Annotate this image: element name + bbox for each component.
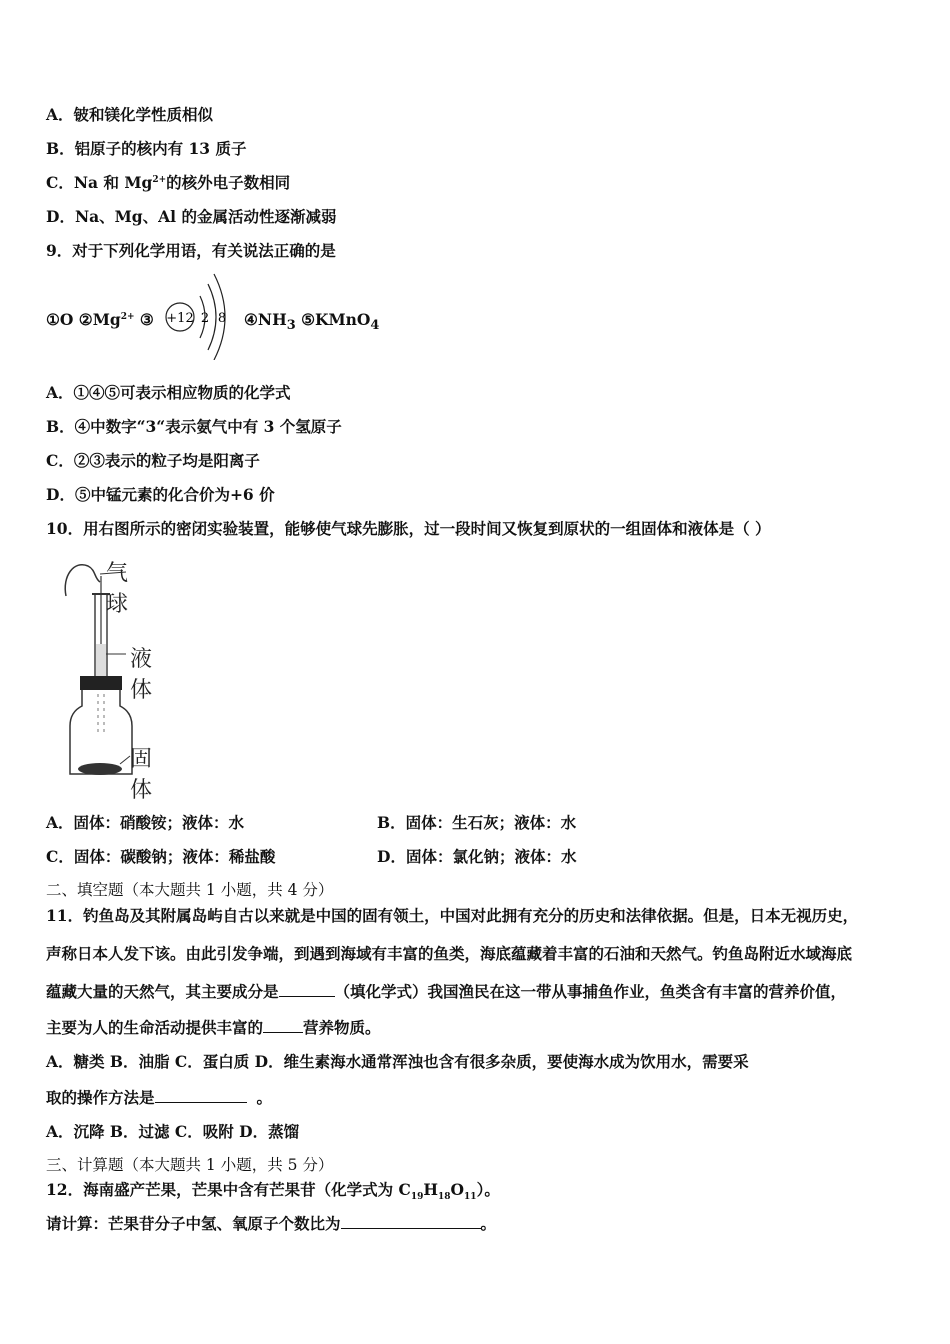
q11-line-5: A．糖类 B．油脂 C．蛋白质 D．维生素海水通常浑浊也含有很多杂质，要使海水成为饮用水，需要采 — [46, 1052, 749, 1071]
q9-option-c: C．②③表示的粒子均是阳离子 — [46, 451, 260, 470]
q10-option-b: B．固体：生石灰；液体：水 — [377, 813, 577, 832]
q10-stem: 10．用右图所示的密闭实验装置，能够使气球先膨胀，过一段时间又恢复到原状的一组固体和液体是（ ） — [46, 519, 771, 538]
q12-line-1 — [46, 1178, 500, 1202]
q9-option-a: A．①④⑤可表示相应物质的化学式 — [46, 383, 291, 402]
q12-line-2-text: 请计算：芒果苷分子中氢、氧原子个数比为 — [46, 1214, 341, 1233]
q8-option-c-text2: 的核外电子数相同 — [166, 173, 291, 192]
answer-blank-nutrient[interactable] — [263, 1018, 303, 1033]
label-solid: 固体 — [130, 747, 153, 803]
bottle-stopper — [80, 676, 122, 690]
formula-kmno4: ⑤KMnO — [295, 310, 371, 329]
q11-line-3-text: 蕴藏大量的天然气，其主要成分是 — [46, 982, 279, 1001]
formula-o-mg: ①O ②Mg — [46, 310, 121, 329]
q9-formulas — [46, 310, 154, 329]
answer-blank-ratio[interactable] — [341, 1214, 481, 1229]
q12-sub-h: 18 — [438, 1192, 451, 1203]
q11-line-3-text2: （填化学式）我国渔民在这一带从事捕鱼作业，鱼类含有丰富的营养价值， — [334, 982, 847, 1001]
q10-option-a: A．固体：硝酸铵；液体：水 — [46, 813, 245, 832]
nucleus-charge: +12 — [166, 311, 194, 326]
q12-sub-o: 11 — [464, 1192, 477, 1203]
q8-option-a: A．铍和镁化学性质相似 — [46, 105, 214, 124]
q8-option-c-text: C．Na 和 Mg — [46, 173, 153, 192]
q11-line-6-text2: 。 — [256, 1088, 273, 1107]
mg-atom-structure-diagram — [164, 270, 244, 360]
q9-option-b: B．④中数字“3“表示氨气中有 3 个氢原子 — [46, 417, 342, 436]
answer-blank-method[interactable] — [155, 1088, 247, 1103]
q8-option-c — [46, 171, 290, 193]
balloon-outline — [65, 565, 100, 596]
q10-option-c: C．固体：碳酸钠；液体：稀盐酸 — [46, 847, 276, 866]
solid-pile — [78, 763, 122, 775]
formula-nh3: ④NH — [244, 310, 287, 329]
q11-line-4 — [46, 1016, 381, 1038]
q12-text-h: H — [423, 1180, 438, 1199]
q11-line-2: 声称日本人发下该。由此引发争端，到遇到海域有丰富的鱼类，海底蕴藏着丰富的石油和天然气。钓鱼岛附近水域海底 — [46, 944, 853, 963]
q11-line-6 — [46, 1086, 272, 1108]
q9-stem: 9．对于下列化学用语，有关说法正确的是 — [46, 241, 336, 260]
formula-3-label: ③ — [134, 310, 154, 329]
sealed-apparatus-diagram — [62, 556, 153, 803]
q8-option-b: B．铝原子的核内有 13 质子 — [46, 139, 247, 158]
answer-blank-gas-formula[interactable] — [279, 982, 335, 997]
q12-line-2 — [46, 1212, 496, 1234]
section-3-heading: 三、计算题（本大题共 1 小题，共 5 分） — [46, 1156, 334, 1174]
q12-text-a: 12．海南盛产芒果，芒果中含有芒果苷（化学式为 C — [46, 1180, 411, 1199]
q8-option-c-sup: 2+ — [152, 174, 167, 185]
q8-option-d: D．Na、Mg、Al 的金属活动性逐渐减弱 — [46, 207, 337, 226]
formula-kmno4-sub: 4 — [370, 318, 380, 334]
q11-line-4-text2: 营养物质。 — [303, 1018, 381, 1037]
section-2-heading: 二、填空题（本大题共 1 小题，共 4 分） — [46, 881, 334, 899]
q12-text-end: ）。 — [476, 1180, 500, 1199]
shell-2-electrons: 8 — [217, 311, 227, 326]
q9-option-d: D．⑤中锰元素的化合价为+6 价 — [46, 485, 275, 504]
q11-line-6-text: 取的操作方法是 — [46, 1088, 155, 1107]
formula-mg-charge: 2+ — [120, 311, 135, 322]
q11-line-4-text: 主要为人的生命活动提供丰富的 — [46, 1018, 264, 1037]
q12-line-2-end: 。 — [480, 1214, 497, 1233]
q12-text-o: O — [450, 1180, 465, 1199]
q9-formulas-right — [244, 310, 379, 333]
q11-line-1: 11．钓鱼岛及其附属岛屿自古以来就是中国的固有领土，中国对此拥有充分的历史和法律依据。但是，日本无视历史， — [46, 906, 859, 925]
q10-option-d: D．固体：氯化钠；液体：水 — [377, 847, 577, 866]
label-liquid: 液体 — [130, 647, 153, 703]
label-balloon: 气球 — [106, 561, 129, 617]
formula-nh3-sub: 3 — [286, 318, 296, 334]
shell-1-electrons: 2 — [200, 311, 210, 326]
electron-shell-arc-2 — [208, 284, 216, 350]
q11-line-7: A．沉降 B．过滤 C．吸附 D．蒸馏 — [46, 1122, 300, 1141]
q12-sub-c: 19 — [410, 1192, 424, 1203]
q11-line-3 — [46, 980, 846, 1002]
solid-pointer — [120, 756, 130, 764]
